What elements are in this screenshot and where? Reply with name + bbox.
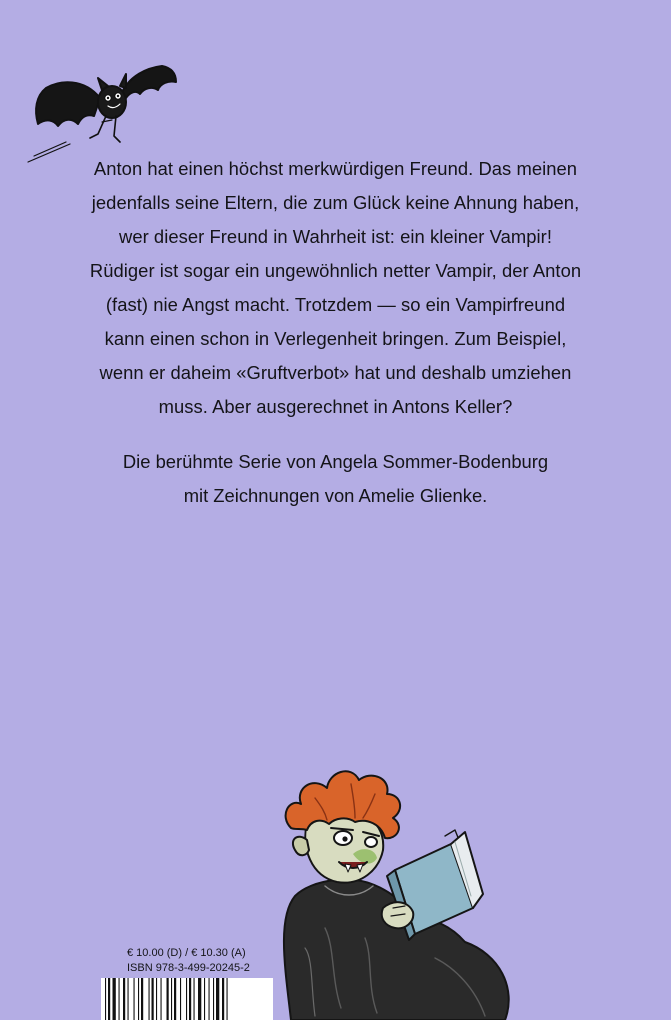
barcode-bar — [134, 978, 135, 1020]
barcode-bars — [101, 978, 273, 1020]
barcode-bar — [174, 978, 176, 1020]
barcode-bar — [216, 978, 219, 1020]
barcode-bar — [123, 978, 125, 1020]
price-text: € 10.00 (D) / € 10.30 (A) — [127, 947, 246, 959]
barcode-bar — [156, 978, 157, 1020]
barcode-bar — [152, 978, 154, 1020]
barcode-bar — [222, 978, 224, 1020]
credits-line: Die berühmte Serie von Angela Sommer-Bodenburg — [122, 451, 549, 472]
blurb-line: Rüdiger ist sogar ein ungewöhnlich netter Vampir, der Anton — [89, 260, 582, 281]
barcode-bar — [171, 978, 172, 1020]
barcode-bar — [113, 978, 116, 1020]
blurb-line: wer dieser Freund in Wahrheit ist: ein kleiner Vampir! — [118, 226, 552, 247]
blurb-text — [78, 152, 593, 424]
barcode-bar — [194, 978, 195, 1020]
barcode-bar — [141, 978, 143, 1020]
price-block — [127, 946, 250, 976]
blurb-line: kann einen schon in Verlegenheit bringen. Zum Beispiel, — [104, 328, 567, 349]
barcode-bar — [119, 978, 120, 1020]
blurb-line: jedenfalls seine Eltern, die zum Glück keine Ahnung haben, — [91, 192, 580, 213]
barcode-bar — [213, 978, 214, 1020]
barcode-bar — [204, 978, 205, 1020]
barcode-bar — [186, 978, 187, 1020]
blurb-line: Anton hat einen höchst merkwürdigen Freund. Das meinen — [93, 158, 578, 179]
blurb-line: muss. Aber ausgerechnet in Antons Keller? — [158, 396, 513, 417]
barcode-bar — [209, 978, 210, 1020]
barcode-bar — [189, 978, 191, 1020]
barcode-bar — [227, 978, 228, 1020]
barcode-bar — [108, 978, 110, 1020]
barcode-bar — [105, 978, 106, 1020]
barcode-bar — [161, 978, 162, 1020]
blurb-line: wenn er daheim «Gruftverbot» hat und deshalb umziehen — [99, 362, 572, 383]
isbn-text: ISBN 978-3-499-20245-2 — [127, 962, 250, 974]
barcode — [101, 978, 273, 1020]
blurb-line: (fast) nie Angst macht. Trotzdem — so ein Vampirfreund — [105, 294, 566, 315]
vampire-boy-reading-illustration — [255, 758, 545, 1020]
barcode-bar — [180, 978, 181, 1020]
barcode-bar — [128, 978, 129, 1020]
credits-line: mit Zeichnungen von Amelie Glienke. — [183, 485, 488, 506]
barcode-bar — [138, 978, 139, 1020]
series-credits — [78, 445, 593, 513]
barcode-bar — [167, 978, 169, 1020]
barcode-bar — [198, 978, 201, 1020]
barcode-bar — [149, 978, 150, 1020]
